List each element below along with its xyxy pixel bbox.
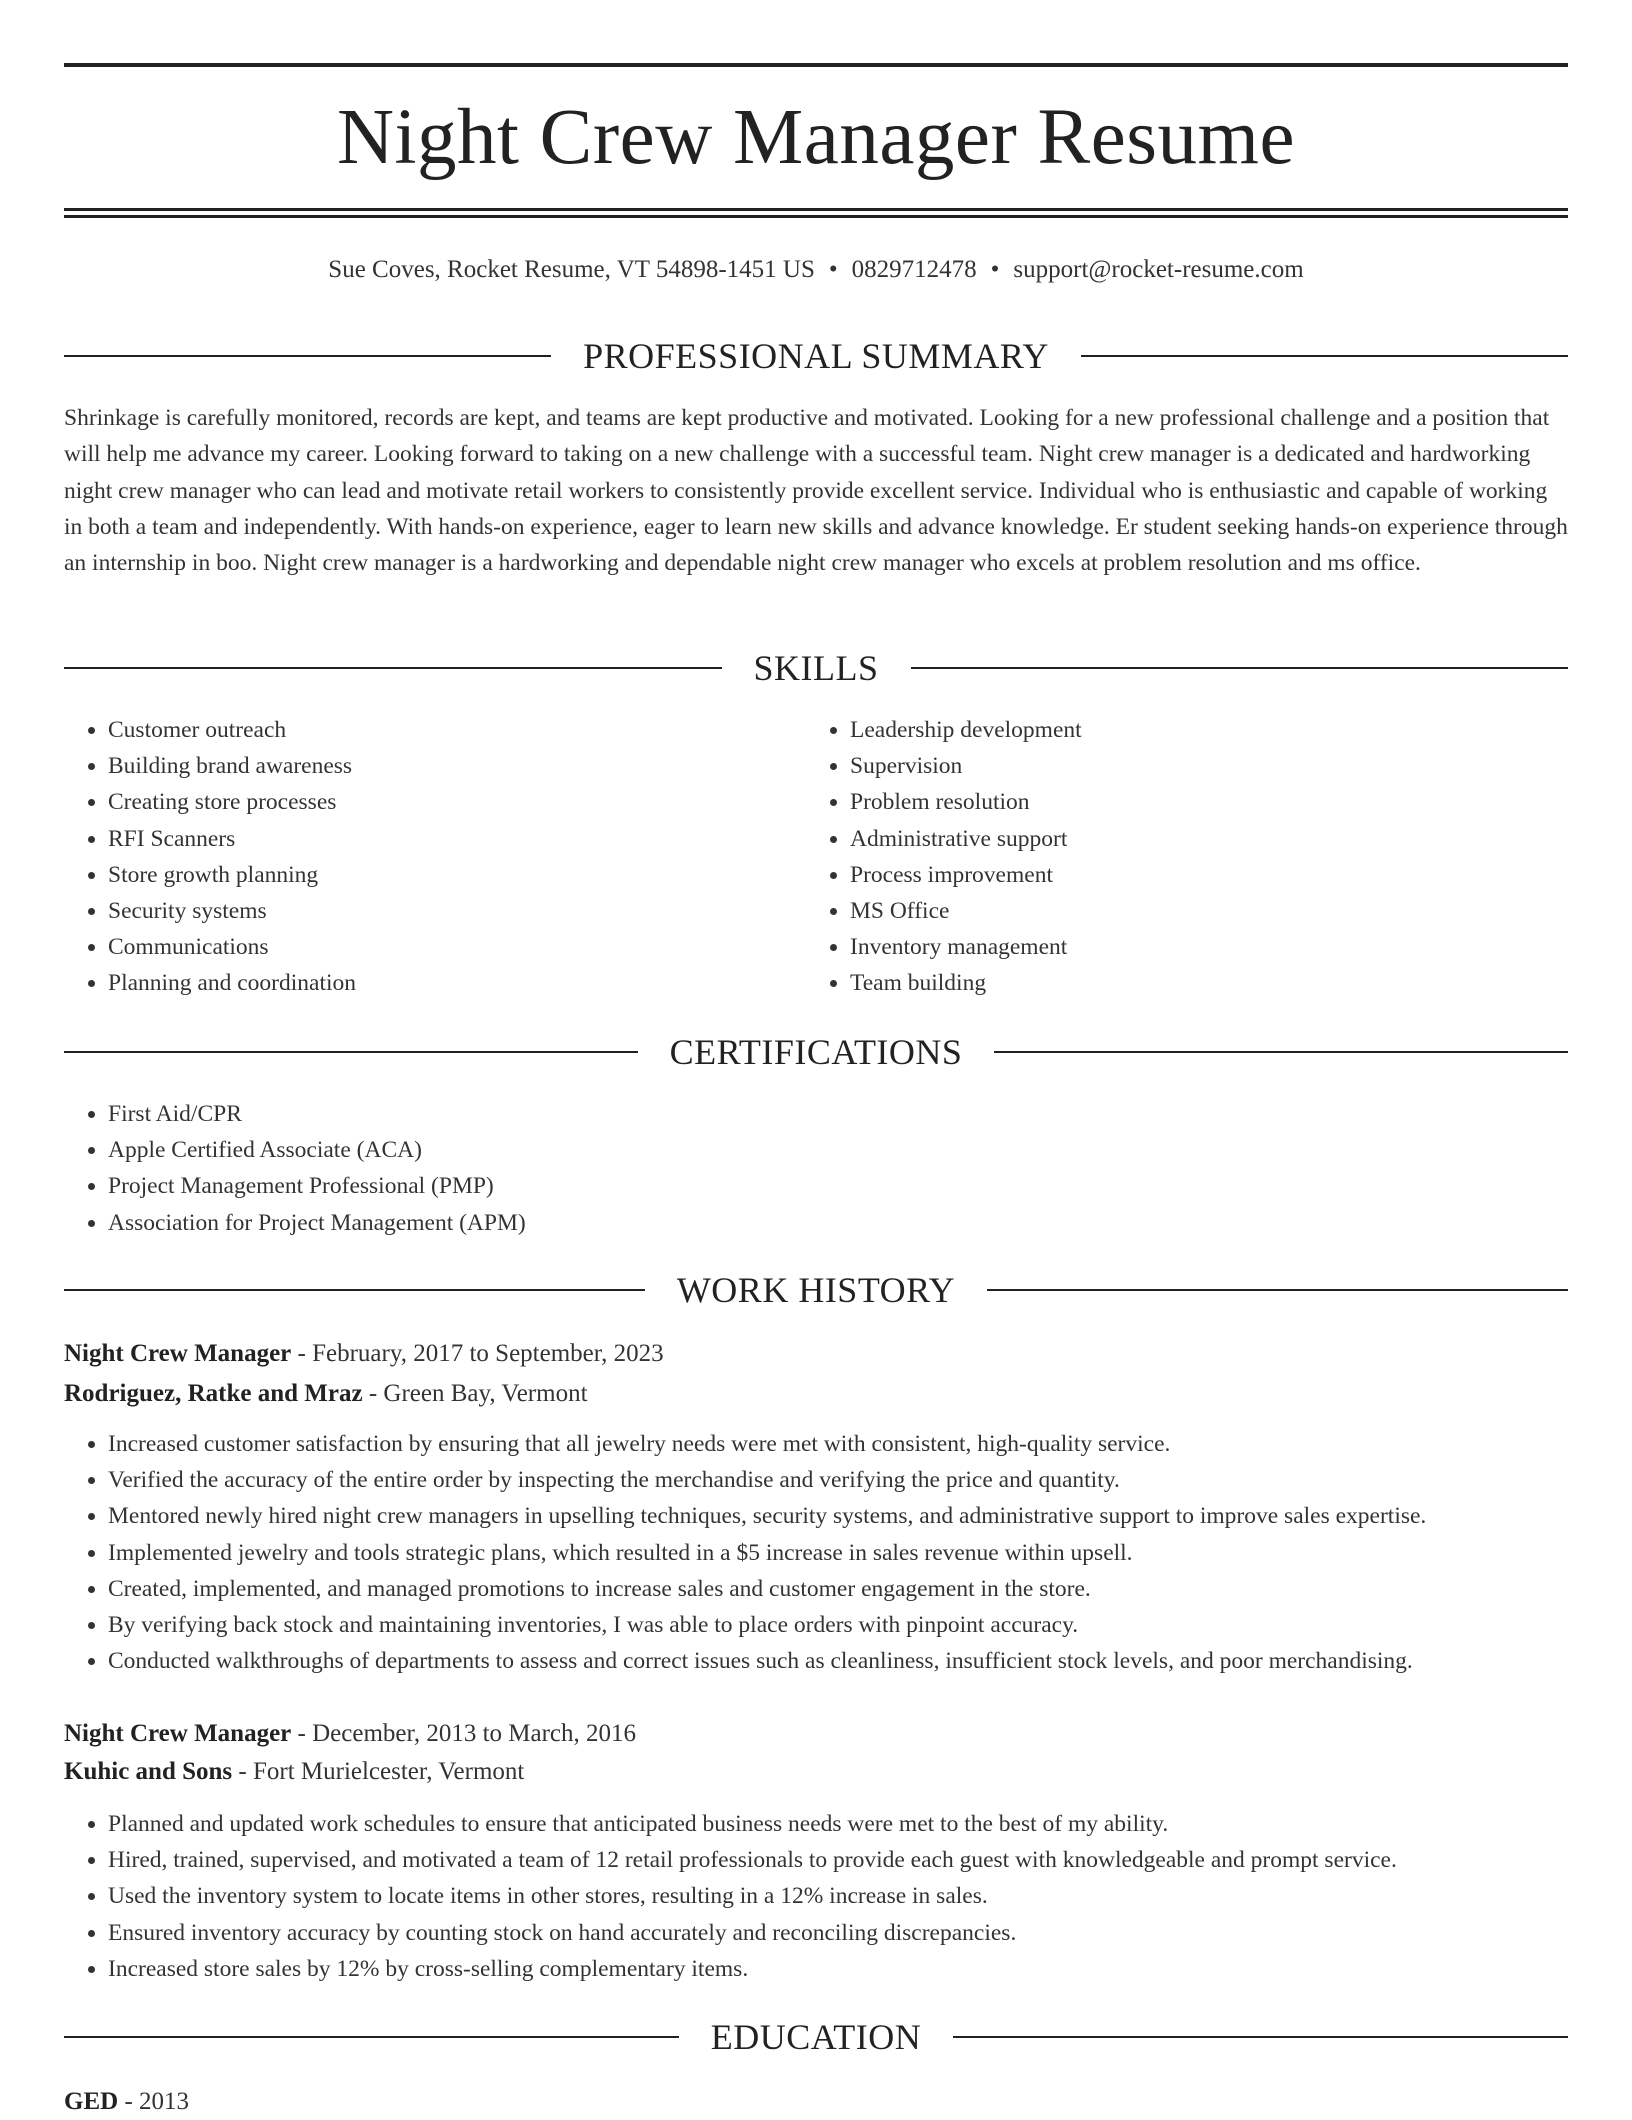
skill-item: • RFI Scanners [108,821,784,857]
duty-item: • Verified the accuracy of the entire order by inspecting the merchandise and verifying the price and quantity. [108,1462,1568,1498]
skill-item: • Creating store processes [108,784,784,820]
duty-item: • Increased store sales by 12% by cross-selling complementary items. [108,1951,1568,1987]
duty-item: • Created, implemented, and managed promotions to increase sales and customer engagement in the store. [108,1571,1568,1607]
skill-item: • Customer outreach [108,712,784,748]
education-entry [64,2084,1568,2120]
skill-item: • Inventory management [850,929,1526,965]
duty-item: • Planned and updated work schedules to ensure that anticipated business needs were met to the best of my ability. [108,1806,1568,1842]
certification-item: • Project Management Professional (PMP) [108,1168,1568,1204]
certifications-section-heading [64,1028,1568,1076]
skills-section-heading [64,644,1568,692]
contact-phone: 0829712478 [851,256,977,283]
skills-right-column [806,712,1526,1002]
skill-item: • Building brand awareness [108,748,784,784]
section-title: CERTIFICATIONS [669,1032,963,1072]
contact-separator: • [990,256,1000,283]
skill-item: • Administrative support [850,821,1526,857]
section-title: WORK HISTORY [676,1270,956,1310]
education-year: - 2013 [118,2088,190,2115]
skill-item: • Store growth planning [108,857,784,893]
job-title-line [64,1336,1568,1372]
duty-item: • Hired, trained, supervised, and motivated a team of 12 retail professionals to provide each guest with knowledgeable and prompt service. [108,1842,1568,1878]
job-company: Kuhic and Sons [64,1758,233,1785]
education-degree: GED [64,2088,119,2115]
contact-address: Sue Coves, Rocket Resume, VT 54898-1451 US [328,256,815,283]
header-top-rule [64,63,1568,67]
summary-section-heading [64,332,1568,380]
duty-item: • Used the inventory system to locate items in other stores, resulting in a 12% increase in sales. [108,1878,1568,1914]
heading-rule [64,1289,645,1291]
heading-rule [994,1051,1568,1053]
header-bottom-rule [64,208,1568,218]
education-section-heading [64,2013,1568,2061]
job-company: Rodriguez, Ratke and Mraz [64,1380,363,1407]
job-duties-list [64,1806,1568,1987]
certification-item: • First Aid/CPR [108,1096,1568,1132]
job-location: - Green Bay, Vermont [362,1380,588,1407]
page-title: Night Crew Manager Resume [336,94,1296,181]
skills-left-column [64,712,784,1002]
job-company-line [64,1376,1568,1412]
section-title: PROFESSIONAL SUMMARY [583,336,1049,376]
duty-item: • Conducted walkthroughs of departments to assess and correct issues such as cleanliness, insufficient stock levels, and poor merchandising. [108,1643,1568,1679]
job-title: Night Crew Manager [64,1340,292,1367]
job-location: - Fort Murielcester, Vermont [232,1758,525,1785]
skill-item: • Communications [108,929,784,965]
heading-rule [911,667,1569,669]
contact-email[interactable]: support@rocket-resume.com [1013,256,1304,283]
skill-item: • Leadership development [850,712,1526,748]
heading-rule [953,2036,1568,2038]
heading-rule [64,2036,679,2038]
duty-item: • Implemented jewelry and tools strategic plans, which resulted in a $5 increase in sales revenue within upsell. [108,1535,1568,1571]
work-history-section-heading [64,1266,1568,1314]
duty-item: • Mentored newly hired night crew managers in upselling techniques, security systems, and administrative support to improve sales expertise. [108,1498,1568,1534]
job-company-line [64,1754,1568,1790]
skill-item: • Problem resolution [850,784,1526,820]
contact-line [64,252,1568,288]
skill-item: • MS Office [850,893,1526,929]
job-dates: - December, 2013 to March, 2016 [291,1720,637,1747]
certification-item: • Apple Certified Associate (ACA) [108,1132,1568,1168]
skill-item: • Planning and coordination [108,965,784,1001]
heading-rule [987,1289,1568,1291]
heading-rule [1081,355,1568,357]
skill-item: • Supervision [850,748,1526,784]
contact-separator: • [828,256,838,283]
skill-item: • Process improvement [850,857,1526,893]
job-title: Night Crew Manager [64,1720,292,1747]
certifications-list [64,1096,1568,1241]
heading-rule [64,355,551,357]
heading-rule [64,667,722,669]
certification-item: • Association for Project Management (APM) [108,1205,1568,1241]
heading-rule [64,1051,638,1053]
duty-item: • Ensured inventory accuracy by counting stock on hand accurately and reconciling discrepancies. [108,1915,1568,1951]
job-title-line [64,1716,1568,1752]
section-title: SKILLS [753,648,879,688]
summary-text: Shrinkage is carefully monitored, records are kept, and teams are kept productive and motivated. Looking for a new professional challenge and a position that will help me advance my career. Looking forward to taking on a new challenge with a successful team. Night crew manager is a dedicated and hardworking night crew manager who can lead and motivate retail workers to consistently provide excellent service. Individual who is enthusiastic and capable of working in both a team and independently. With hands-on experience, eager to learn new skills and advance knowledge. Er student seeking hands-on experience through an internship in boo. Night crew manager is a hardworking and dependable night crew manager who excels at problem resolution and ms office. [64,405,1568,577]
duty-item: • Increased customer satisfaction by ensuring that all jewelry needs were met with consistent, high-quality service. [108,1426,1568,1462]
skill-item: • Security systems [108,893,784,929]
skill-item: • Team building [850,965,1526,1001]
job-dates: - February, 2017 to September, 2023 [291,1340,664,1367]
duty-item: • By verifying back stock and maintaining inventories, I was able to place orders with pinpoint accuracy. [108,1607,1568,1643]
job-duties-list [64,1426,1568,1679]
section-title: EDUCATION [710,2017,922,2057]
